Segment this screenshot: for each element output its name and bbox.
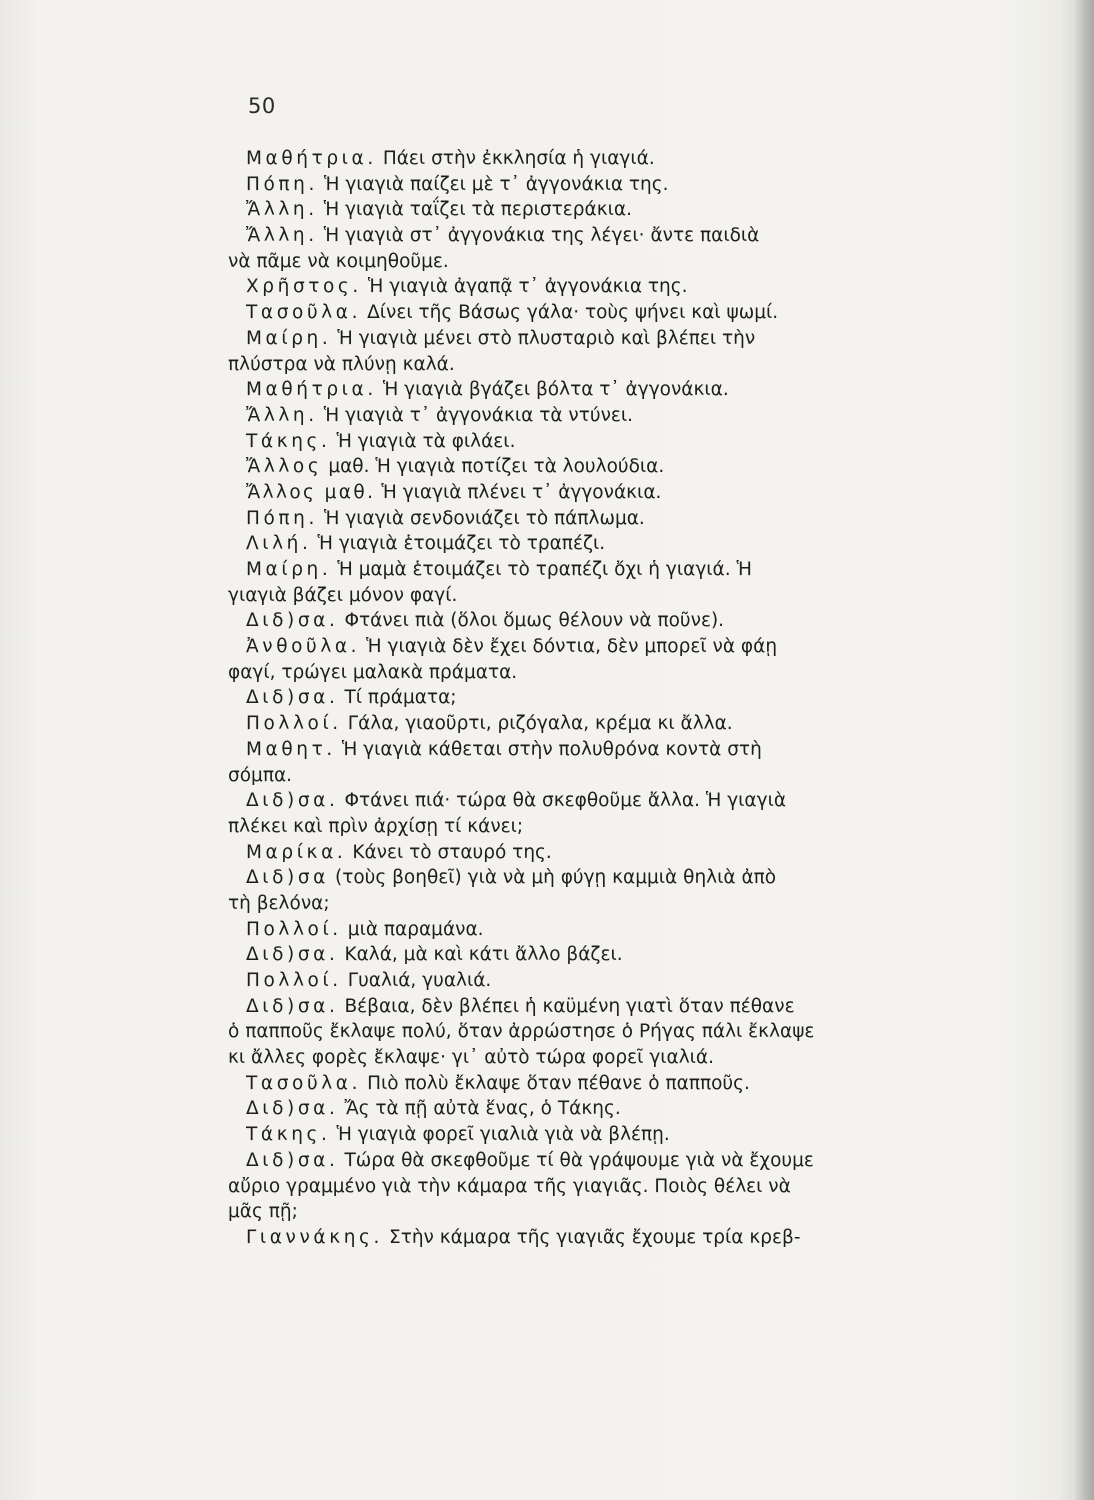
continuation-line bbox=[228, 1045, 968, 1071]
dialogue-line bbox=[228, 557, 968, 583]
line-text: Τί πράματα; bbox=[344, 687, 457, 709]
dialogue-line bbox=[228, 454, 968, 480]
continuation-line bbox=[228, 249, 968, 275]
dialogue-line bbox=[228, 506, 968, 532]
speaker-name: Διδ)σα. bbox=[246, 995, 339, 1017]
dialogue-line bbox=[228, 1096, 968, 1122]
dialogue-line bbox=[228, 172, 968, 198]
dialogue-line bbox=[228, 737, 968, 763]
speaker-name: Ἄλλος μαθ. bbox=[246, 481, 376, 503]
line-text: νὰ πᾶμε νὰ κοιμηθοῦμε. bbox=[228, 250, 449, 272]
line-text: μᾶς πῇ; bbox=[228, 1201, 298, 1223]
dialogue-line bbox=[228, 1122, 968, 1148]
dialogue-line bbox=[228, 1071, 968, 1097]
line-text: Πιὸ πολὺ ἔκλαψε ὅταν πέθανε ὁ παπποῦς. bbox=[367, 1072, 750, 1094]
continuation-line bbox=[228, 352, 968, 378]
dialogue-line bbox=[228, 531, 968, 557]
line-text: Στὴν κάμαρα τῆς γιαγιᾶς ἔχουμε τρία κρεβ- bbox=[389, 1226, 801, 1248]
dialogue-line bbox=[228, 146, 968, 172]
line-text: Φτάνει πιὰ (ὅλοι ὅμως θέλουν νὰ ποῦνε). bbox=[344, 610, 725, 632]
speaker-name: Ἄλλη. bbox=[246, 199, 318, 221]
dialogue-line bbox=[228, 377, 968, 403]
speaker-name: Διδ)σα. bbox=[246, 944, 339, 966]
line-text: τὴ βελόνα; bbox=[228, 892, 330, 914]
dialogue-line bbox=[228, 403, 968, 429]
speaker-name: Πολλοί. bbox=[246, 918, 342, 940]
speaker-name: Πολλοί. bbox=[246, 970, 342, 991]
speaker-name: Τασοῦλα. bbox=[246, 1072, 362, 1094]
speaker-name: Ἄλλη. bbox=[246, 225, 318, 247]
line-text: Ἡ γιαγιὰ κάθεται στὴν πολυθρόνα κοντὰ στὴ bbox=[341, 738, 762, 760]
continuation-line bbox=[228, 1019, 968, 1045]
line-text: Ἡ γιαγιὰ τὰ φιλάει. bbox=[336, 430, 516, 452]
dialogue-line bbox=[228, 865, 968, 891]
line-text: Ἡ γιαγιὰ ταΐζει τὰ περιστεράκια. bbox=[323, 199, 632, 221]
speaker-name: Τάκης. bbox=[246, 1124, 331, 1146]
line-text: σόμπα. bbox=[228, 764, 293, 786]
speaker-name: Μαίρη. bbox=[246, 559, 332, 580]
line-text: Ἡ γιαγιὰ φορεῖ γιαλιὰ γιὰ νὰ βλέπῃ. bbox=[336, 1124, 670, 1146]
line-text: Φτάνει πιά· τώρα θὰ σκεφθοῦμε ἄλλα. Ἡ γιαγιὰ bbox=[344, 790, 787, 812]
line-text: Ἡ γιαγιὰ τ᾿ ἀγγονάκια τὰ ντύνει. bbox=[323, 404, 634, 426]
continuation-line bbox=[228, 891, 968, 917]
continuation-line bbox=[228, 583, 968, 609]
dialogue-line bbox=[228, 1148, 968, 1174]
line-text: Ἡ γιαγιὰ ἑτοιμάζει τὸ τραπέζι. bbox=[317, 533, 606, 555]
line-text: πλέκει καὶ πρὶν ἀρχίσῃ τί κάνει; bbox=[228, 815, 524, 837]
line-text: (τοὺς βοηθεῖ) γιὰ νὰ μὴ φύγῃ καμμιὰ θηλιὰ ἀπὸ bbox=[334, 867, 777, 889]
dialogue-line bbox=[228, 223, 968, 249]
line-text: Ἡ μαμὰ ἑτοιμάζει τὸ τραπέζι ὄχι ἡ γιαγιά. Ἡ bbox=[337, 559, 752, 580]
line-text: Ἡ γιαγιὰ σενδονιάζει τὸ πάπλωμα. bbox=[323, 507, 645, 529]
speaker-name: Γιαννάκης. bbox=[246, 1226, 383, 1248]
continuation-line bbox=[228, 763, 968, 789]
dialogue-line bbox=[228, 942, 968, 968]
line-text: Δίνει τῆς Βάσως γάλα· τοὺς ψήνει καὶ ψωμί. bbox=[367, 302, 779, 324]
continuation-line bbox=[228, 1199, 968, 1225]
page-number: 50 bbox=[248, 94, 276, 118]
line-text: Ἡ γιαγιὰ δὲν ἔχει δόντια, δὲν μπορεῖ νὰ φάῃ bbox=[366, 636, 778, 658]
dialogue-line bbox=[228, 994, 968, 1020]
line-text: ὁ παπποῦς ἔκλαψε πολύ, ὅταν ἀρρώστησε ὁ Ρήγας πάλι ἔκλαψε bbox=[228, 1021, 815, 1043]
line-text: γιαγιὰ βάζει μόνον φαγί. bbox=[228, 584, 458, 606]
speaker-name: Μαθήτρια. bbox=[246, 379, 377, 401]
dialogue-line bbox=[228, 788, 968, 814]
speaker-name: Λιλή. bbox=[246, 533, 312, 555]
line-text: Ἡ γιαγιὰ παίζει μὲ τ᾿ ἀγγονάκια της. bbox=[323, 173, 669, 195]
dialogue-line bbox=[228, 197, 968, 223]
speaker-name: Μαρίκα. bbox=[246, 841, 347, 863]
speaker-name: Διδ)σα. bbox=[246, 1098, 339, 1120]
line-text: Τώρα θὰ σκεφθοῦμε τί θὰ γράψουμε γιὰ νὰ ἔχουμε bbox=[344, 1149, 814, 1171]
line-text: Ἡ γιαγιὰ στ᾿ ἀγγονάκια της λέγει· ἄντε παιδιὰ bbox=[323, 225, 760, 247]
dialogue-line bbox=[228, 274, 968, 300]
line-text: Ἡ γιαγιὰ βγάζει βόλτα τ᾿ ἀγγονάκια. bbox=[382, 379, 729, 401]
speaker-name: Τασοῦλα. bbox=[246, 302, 362, 324]
line-text: Γάλα, γιαοῦρτι, ριζόγαλα, κρέμα κι ἄλλα. bbox=[347, 713, 733, 735]
dialogue-line bbox=[228, 300, 968, 326]
dialogue-line bbox=[228, 634, 968, 660]
line-text: πλύστρα νὰ πλύνῃ καλά. bbox=[228, 353, 455, 375]
dialogue-line bbox=[228, 685, 968, 711]
continuation-line bbox=[228, 660, 968, 686]
speaker-name: Μαθητ. bbox=[246, 738, 336, 760]
line-text: Ἡ γιαγιὰ ἀγαπᾷ τ᾿ ἀγγονάκια της. bbox=[367, 276, 688, 298]
dialogue-line bbox=[228, 840, 968, 866]
speaker-name: Πολλοί. bbox=[246, 713, 342, 735]
dialogue-text bbox=[228, 146, 968, 1251]
speaker-name: Ἄλλος bbox=[246, 456, 323, 478]
dialogue-line bbox=[228, 968, 968, 994]
line-text: αὔριο γραμμένο γιὰ τὴν κάμαρα τῆς γιαγιᾶς. Ποιὸς θέλει νὰ bbox=[228, 1175, 791, 1197]
line-text: Πάει στὴν ἐκκλησία ἡ γιαγιά. bbox=[382, 148, 655, 169]
dialogue-line bbox=[228, 326, 968, 352]
speaker-name: Διδ)σα. bbox=[246, 687, 339, 709]
line-text: Βέβαια, δὲν βλέπει ἡ καϋμένη γιατὶ ὅταν πέθανε bbox=[344, 995, 795, 1017]
dialogue-line bbox=[228, 480, 968, 506]
dialogue-line bbox=[228, 608, 968, 634]
line-text: μαθ. Ἡ γιαγιὰ ποτίζει τὰ λουλούδια. bbox=[328, 456, 665, 478]
line-text: φαγί, τρώγει μαλακὰ πράματα. bbox=[228, 661, 518, 683]
line-text: Ἡ γιαγιὰ πλένει τ᾿ ἀγγονάκια. bbox=[381, 481, 662, 503]
speaker-name: Μαίρη. bbox=[246, 327, 332, 349]
speaker-name: Διδ)σα. bbox=[246, 610, 339, 632]
line-text: κι ἄλλες φορὲς ἔκλαψε· γι᾿ αὐτὸ τώρα φορεῖ γιαλιά. bbox=[228, 1047, 715, 1069]
speaker-name: Πόπη. bbox=[246, 173, 318, 195]
line-text: Γυαλιά, γυαλιά. bbox=[347, 970, 492, 991]
continuation-line bbox=[228, 814, 968, 840]
dialogue-line bbox=[228, 711, 968, 737]
line-text: Ἡ γιαγιὰ μένει στὸ πλυσταριὸ καὶ βλέπει τὴν bbox=[337, 327, 756, 349]
dialogue-line bbox=[228, 1225, 968, 1251]
page-edge-shadow bbox=[1072, 0, 1094, 1500]
line-text: Ἄς τὰ πῇ αὐτὰ ἕνας, ὁ Τάκης. bbox=[344, 1098, 621, 1120]
line-text: Καλά, μὰ καὶ κάτι ἄλλο βάζει. bbox=[344, 944, 623, 966]
speaker-name: Ἄλλη. bbox=[246, 404, 318, 426]
speaker-name: Διδ)σα. bbox=[246, 790, 339, 812]
speaker-name: Μαθήτρια. bbox=[246, 148, 377, 169]
speaker-name: Διδ)σα bbox=[246, 867, 329, 889]
speaker-name: Ἀνθοῦλα. bbox=[246, 636, 361, 658]
line-text: Κάνει τὸ σταυρό της. bbox=[352, 841, 552, 863]
speaker-name: Πόπη. bbox=[246, 507, 318, 529]
dialogue-line bbox=[228, 917, 968, 943]
line-text: μιὰ παραμάνα. bbox=[347, 918, 484, 940]
continuation-line bbox=[228, 1174, 968, 1200]
speaker-name: Διδ)σα. bbox=[246, 1149, 339, 1171]
speaker-name: Τάκης. bbox=[246, 430, 331, 452]
speaker-name: Χρῆστος. bbox=[246, 276, 362, 298]
dialogue-line bbox=[228, 429, 968, 455]
